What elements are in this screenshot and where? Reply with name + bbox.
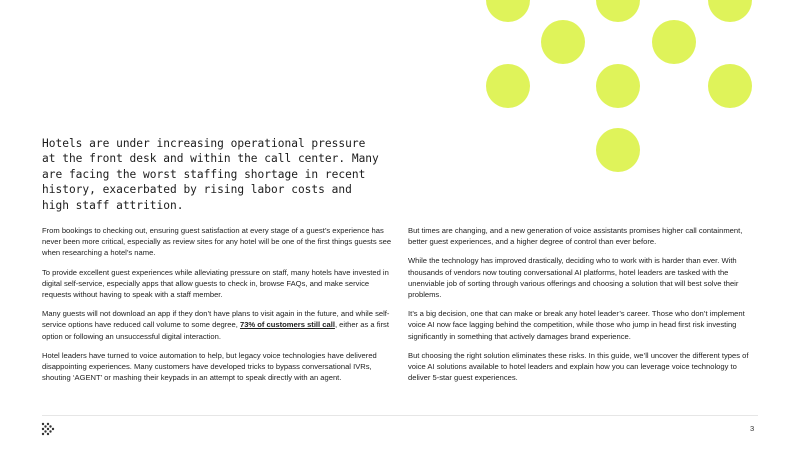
body-paragraph: To provide excellent guest experiences while alleviating pressure on staff, many hotels have invested in digital self-service, especially apps that allow guests to check in, browse FAQs, and make service requests without having to speak with a staff member.	[42, 267, 389, 300]
lead-paragraph: Hotels are under increasing operational pressure at the front desk and within the call center. Many are facing the worst staffing shortage in recent history, exacerbated by rising labor costs and high staff attrition.	[42, 137, 379, 212]
footer-divider	[42, 415, 758, 416]
body-text: Many guests will not download an app if they don’t have plans to visit again in the future, and while self-service options have reduced call volume to some degree,	[42, 309, 390, 330]
right-body-column	[408, 225, 760, 391]
body-paragraph: Hotel leaders have turned to voice automation to help, but legacy voice technologies have delivered disappointing experiences. Many customers have developed tricks to bypass conversational IVRs, shouting ‘AGENT’ or mashing their keypads in an attempt to speak directly with an agent.	[42, 350, 377, 383]
accent-dot	[596, 128, 640, 172]
body-paragraph: From bookings to checking out, ensuring guest satisfaction at every stage of a guest’s experience has never been more critical, especially as review sites for any hotel will be one of the first things guests see when researching a hotel’s name.	[42, 226, 392, 258]
accent-dot	[652, 20, 696, 64]
statistic-link[interactable]: 73% of customers still call	[239, 320, 335, 330]
accent-dot	[708, 0, 752, 22]
accent-dot	[486, 0, 530, 22]
accent-dot	[596, 64, 640, 108]
body-text: , either as a first option or following an unsuccessful digital interaction.	[42, 320, 389, 341]
accent-dot	[486, 64, 530, 108]
dot-grid-logo-icon	[41, 422, 55, 436]
body-paragraph: While the technology has improved drastically, deciding who to work with is harder than ever. With thousands of vendors now touting conversational AI platforms, hotel leaders are tasked with the unenviable job of sorting through various offerings and choosing a solution that will best solve their problems.	[408, 256, 739, 300]
accent-dot	[596, 0, 640, 22]
page-number: 3	[750, 424, 755, 433]
body-paragraph	[42, 308, 394, 342]
body-paragraph: But choosing the right solution eliminates these risks. In this guide, we’ll uncover the different types of voice AI solutions available to hotel leaders and explain how you can leverage voice technology to deliver 5-star guest experiences.	[408, 350, 749, 383]
left-body-column	[42, 225, 394, 391]
body-paragraph: It’s a big decision, one that can make or break any hotel leader’s career. Those who don’t implement voice AI now face lagging behind the competition, while those who jump in head first risk investing significantly in something that actively damages brand experience.	[408, 309, 745, 341]
accent-dot	[708, 64, 752, 108]
accent-dot	[541, 20, 585, 64]
body-paragraph: But times are changing, and a new generation of voice assistants promises higher call containment, better guest experiences, and a higher degree of control than ever before.	[408, 226, 743, 247]
